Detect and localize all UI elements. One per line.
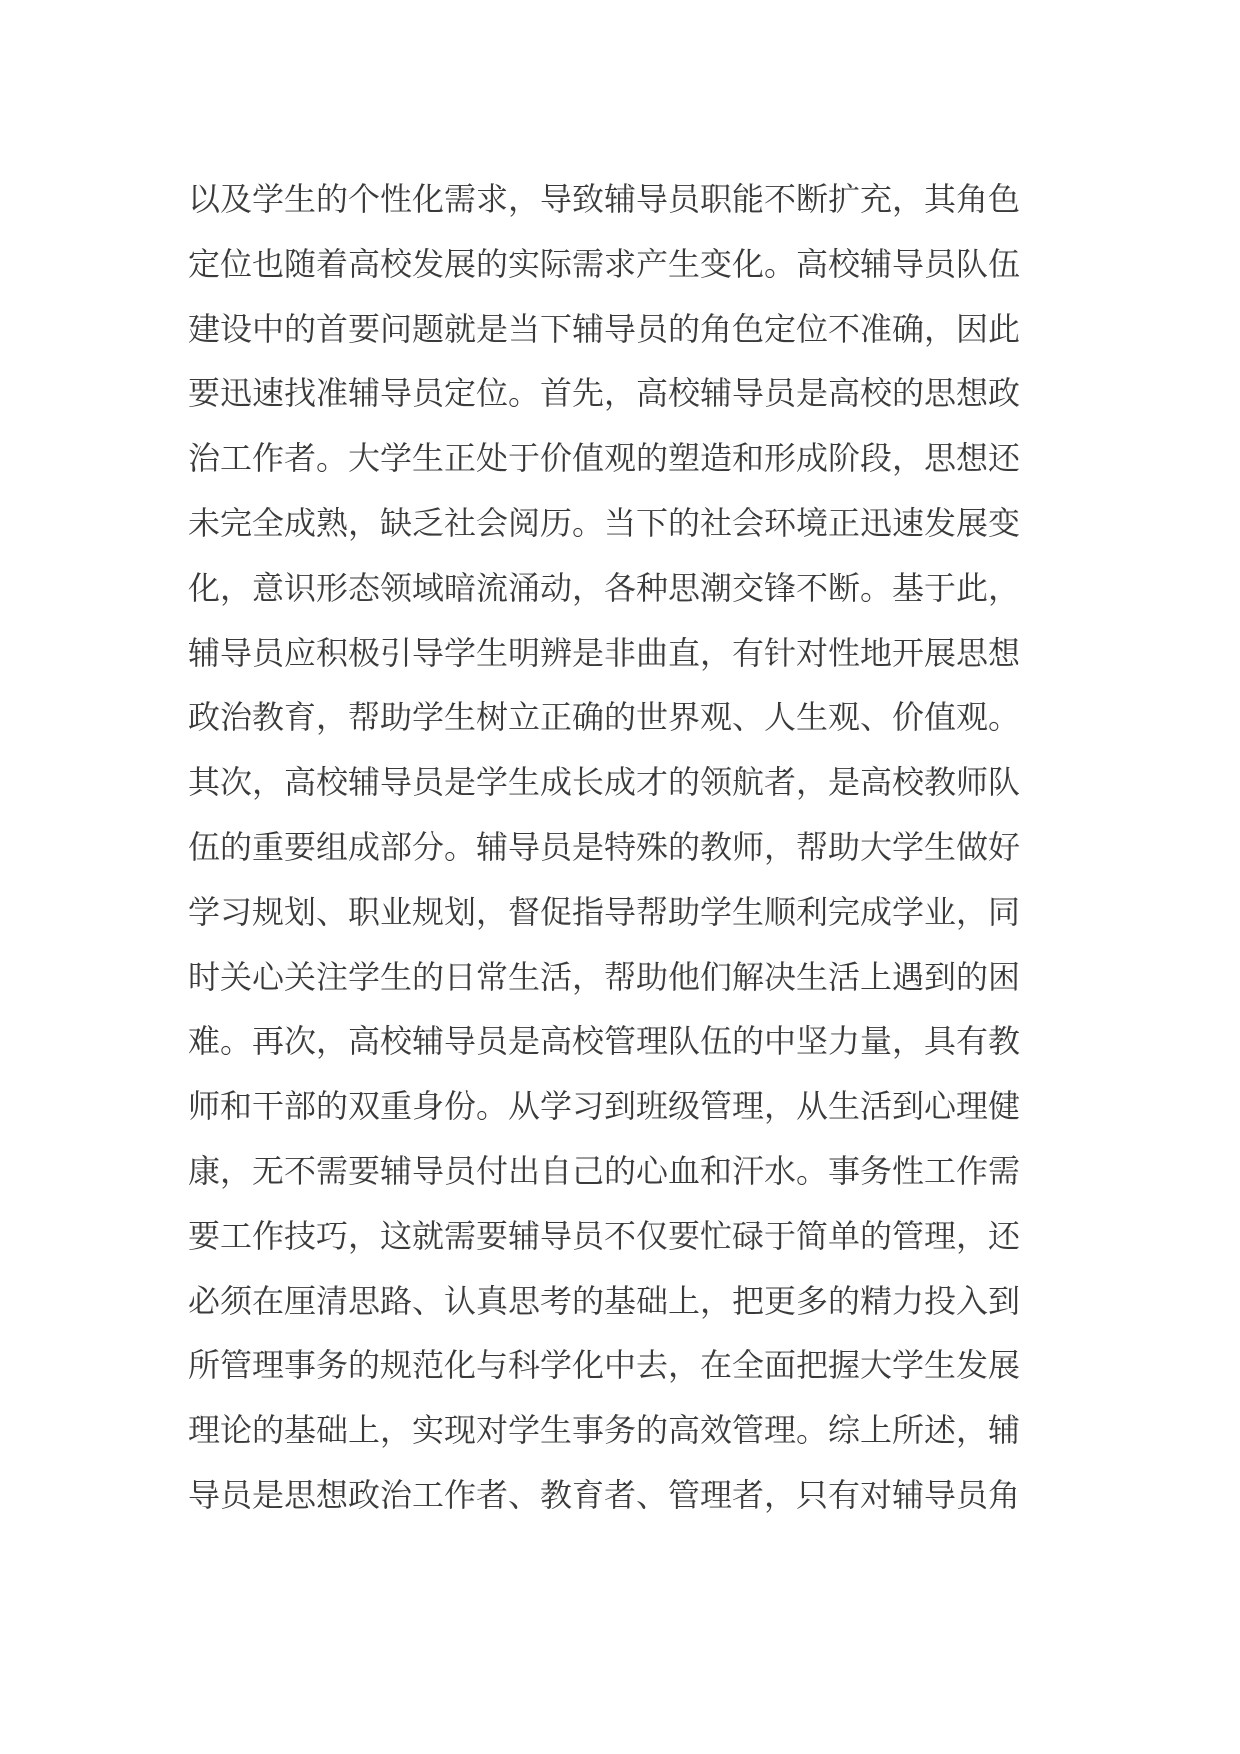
text-line: 康，无不需要辅导员付出自己的心血和汗水。事务性工作需: [188, 1151, 1021, 1190]
text-line: 时关心关注学生的日常生活，帮助他们解决生活上遇到的困: [188, 957, 1021, 996]
text-line: 辅导员应积极引导学生明辨是非曲直，有针对性地开展思想: [188, 633, 1021, 672]
text-line: 导员是思想政治工作者、教育者、管理者，只有对辅导员角: [188, 1475, 1021, 1514]
text-line: 其次，高校辅导员是学生成长成才的领航者，是高校教师队: [188, 763, 1021, 802]
text-line: 学习规划、职业规划，督促指导帮助学生顺利完成学业，同: [188, 892, 1021, 931]
text-line: 化，意识形态领域暗流涌动，各种思潮交锋不断。基于此，: [188, 568, 1021, 607]
text-line: 治工作者。大学生正处于价值观的塑造和形成阶段，思想还: [188, 439, 1021, 478]
text-line: 未完全成熟，缺乏社会阅历。当下的社会环境正迅速发展变: [188, 503, 1021, 542]
text-line: 要迅速找准辅导员定位。首先，高校辅导员是高校的思想政: [188, 374, 1021, 413]
text-line: 必须在厘清思路、认真思考的基础上，把更多的精力投入到: [188, 1281, 1021, 1320]
text-line: 难。再次，高校辅导员是高校管理队伍的中坚力量，具有教: [188, 1022, 1021, 1061]
text-line: 所管理事务的规范化与科学化中去，在全面把握大学生发展: [188, 1346, 1021, 1385]
text-line: 建设中的首要问题就是当下辅导员的角色定位不准确，因此: [188, 309, 1021, 348]
text-line: 要工作技巧，这就需要辅导员不仅要忙碌于简单的管理，还: [188, 1216, 1021, 1255]
text-line: 理论的基础上，实现对学生事务的高效管理。综上所述，辅: [188, 1411, 1021, 1450]
text-line: 师和干部的双重身份。从学习到班级管理，从生活到心理健: [188, 1087, 1021, 1126]
text-line: 定位也随着高校发展的实际需求产生变化。高校辅导员队伍: [188, 244, 1021, 283]
text-line: 以及学生的个性化需求，导致辅导员职能不断扩充，其角色: [188, 180, 1021, 218]
body-paragraph: [188, 167, 1068, 1528]
text-line: 政治教育，帮助学生树立正确的世界观、人生观、价值观。: [188, 698, 1021, 737]
text-line: 伍的重要组成部分。辅导员是特殊的教师，帮助大学生做好: [188, 827, 1021, 866]
